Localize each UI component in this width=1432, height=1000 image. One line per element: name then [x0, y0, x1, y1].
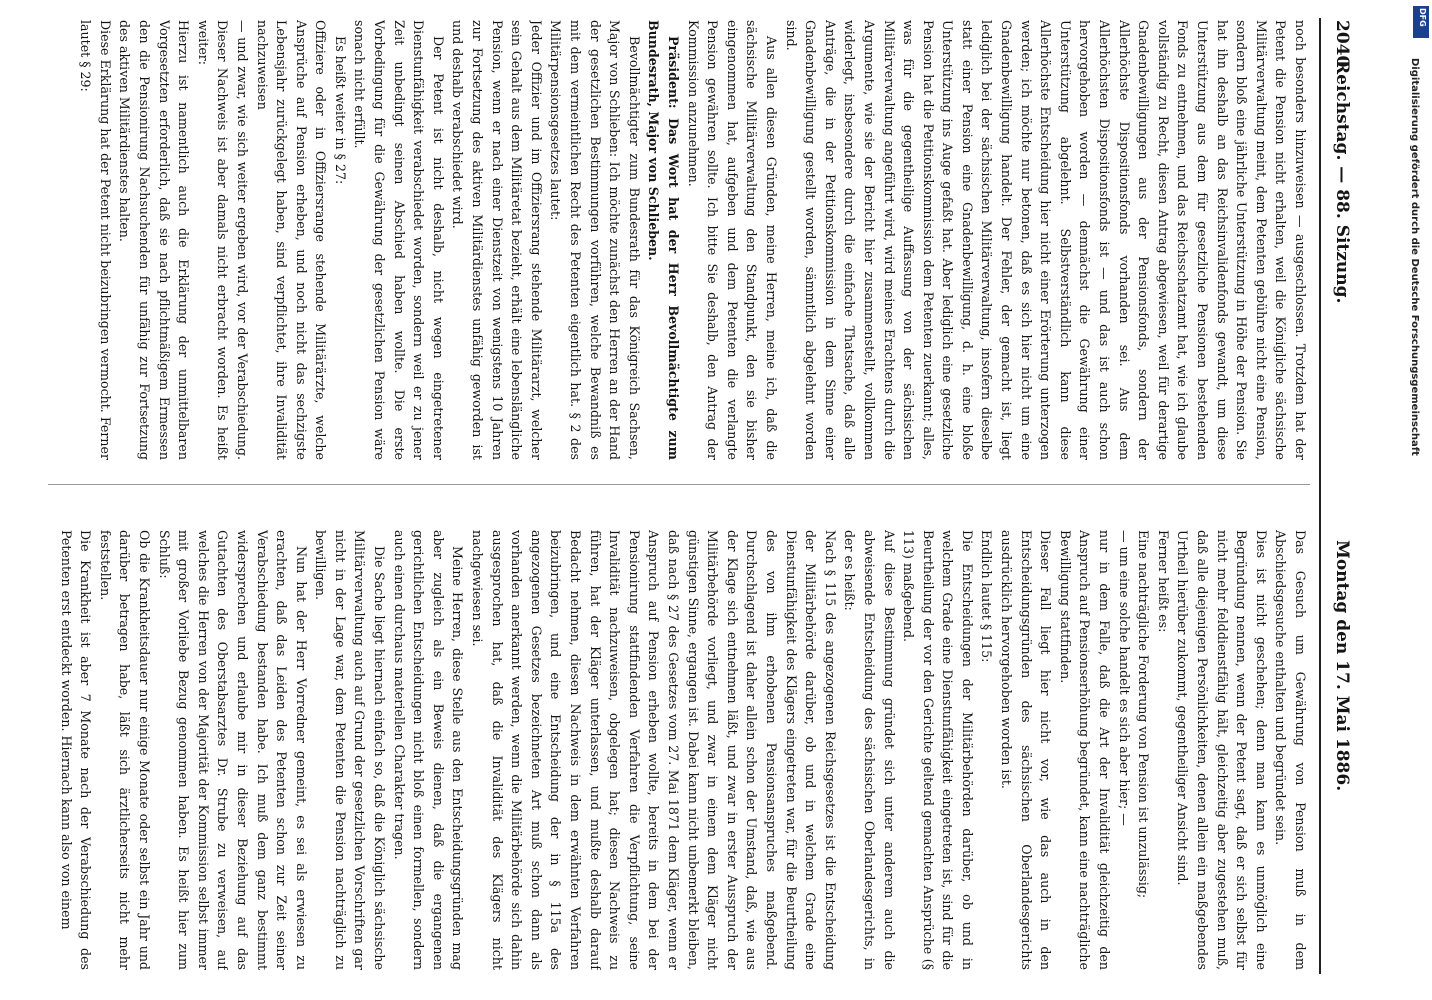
- left-text-column: [48, 20, 1310, 460]
- paragraph: Diese Erklärung hat der Petent nicht beizubringen vermocht. Ferner lautet § 29:: [78, 20, 113, 460]
- column-divider: [48, 484, 1310, 485]
- session-date: Montag den 17. Mai 1886.: [1332, 540, 1352, 792]
- law-quote: Das Gesuch um Gewährung von Pension muß in dem Abschiedsgesuche enthalten und begründet sein.: [1273, 530, 1308, 970]
- paragraph: Meine Herren, diese Stelle aus den Entscheidungsgründen mag aber zugleich als ein Beweis dienen, daß die ergangenen gerichtlichen Entscheidungen nicht bloß einen formellen, sondern auch einen durchaus materiellen Charakter tragen.: [391, 530, 466, 970]
- paragraph: Es heißt weiter in § 27:: [332, 36, 348, 185]
- paragraph: Bevollmächtigter zum Bundesrath für das Königreich Sachsen, Major von Schlieben: Ich möchte zunächst den Herren an der Hand der gesetzlichen Bestimmungen vorführen, welche Bewandniß es mit dem vermeintlichen Recht des Petenten eigentlich hat. § 2 des Militärpensionsgesetzes lautet:: [548, 20, 642, 460]
- paragraph: Endlich lautet § 115:: [979, 530, 995, 663]
- paragraph: Nun hat der Herr Vorredner gemeint, es sei als erwiesen zu erachten, daß das Leiden des Petenten schon zur Zeit seiner Verabschiedung bestanden habe. Ich muß dem ganz bestimmt widersprechen und erlaube mir in dieser Beziehung auf das Gutachten des Oberstabsarztes Dr. Strube zu verweisen, auf welches die Herren von der Majorität der Kommission selbst immer mit großer Vorliebe Bezug genommen haben. Es heißt hier zum Schluß:: [156, 530, 309, 970]
- paragraph: — um eine solche handelt es sich aber hier; —: [1116, 530, 1132, 826]
- paragraph-president: Präsident: Das Wort hat der Herr Bevollmächtigte zum Bundesrath, Major von Schlieben.: [646, 20, 681, 460]
- credit-text: Digitalisierung gefördert durch die Deutsche Forschungsgemeinschaft: [1409, 58, 1420, 456]
- rotated-page: [34, 0, 1368, 990]
- header-rule: [1319, 18, 1321, 974]
- law-quote: Offiziere oder in Offiziersrange stehende Militärärzte, welche Ansprüche auf Pension erheben, und noch nicht das sechzigste Lebensjahr zurückgelegt haben, sind verpflichtet, ihre Invalidität nachzuweisen: [254, 20, 329, 460]
- paragraph: Der Petent ist nicht deshalb, nicht wegen eingetretener Dienstunfähigkeit verabschiedet worden, sondern weil er zu jener Zeit unbedingt seinen Abschied haben wollte. Die erste Vorbedingung für die Gewährung der gesetzlichen Pension wäre sonach nicht erfüllt.: [352, 20, 446, 460]
- paragraph: — und zwar, wie sich weiter ergeben wird, vor der Verabschiedung. Dieser Nachweis ist aber damals nicht erbracht worden. Es heißt weiter:: [195, 20, 250, 460]
- paragraph: Die Krankheit ist aber 7 Monate nach der Verabschiedung des Petenten erst entdeckt worden. Hiernach kann also von einem: [58, 530, 94, 970]
- law-quote: Jeder Offizier und im Offiziersrang stehende Militärarzt, welcher sein Gehalt aus dem Militäretat bezieht, erhält eine lebenslängliche Pension, wenn er nach einer Dienstzeit von wenigstens 10 Jahren zur Fortsetzung des aktiven Militärdienstes unfähig geworden ist und deshalb verabschiedet wird.: [450, 20, 544, 460]
- paragraph: Dies ist nicht geschehen; denn man kann es unmöglich eine Begründung nennen, wenn der Petent sagt, daß er sich selbst für nicht mehr felddienstfähig hält, gleichzeitig aber zugestehen muß, daß alle diejenigen Persönlichkeiten, denen allein ein maßgebendes Urtheil hierüber zukommt, gegentheiliger Ansicht sind.: [1175, 530, 1269, 970]
- dfg-logo-text: DFG: [1418, 8, 1427, 27]
- right-text-column: [48, 530, 1310, 970]
- page-number: 2040: [1332, 20, 1352, 68]
- paragraph: Die Sache liegt hiernach einfach so, daß die Königlich sächsische Militärverwaltung auch auf Grund der gesetzlichen Vorschriften gar nicht in der Lage war, dem Petenten die Pension nachträglich zu bewilligen.: [313, 530, 388, 970]
- law-quote: nur in dem Falle, daß die Art der Invalidität gleichzeitig den Anspruch auf Pensionserhöhung begründet, kann eine nachträgliche Bewilligung stattfinden.: [1057, 530, 1113, 970]
- paragraph: Dieser Fall liegt hier nicht vor, wie das auch in den Entscheidungsgründen des sächsischen Oberlandesgerichts ausdrücklich hervorgehoben worden ist.: [999, 530, 1054, 970]
- dfg-logo: [1413, 6, 1429, 38]
- paragraph: Nach § 115 des angezogenen Reichsgesetzes ist die Entscheidung der Militärbehörde darüber, ob und in welchem Grade eine Dienstunfähigkeit des Klägers eingetreten war, für die Beurtheilung des von ihm erhobenen Pensionsanspruches maßgebend. Durchschlagend ist daher allein schon der Umstand, daß, wie aus der Klage sich entnehmen läßt, und zwar in erster Ausspruch der Militärbehörde vorliegt, und zwar in einem dem Kläger nicht günstigen Sinne, ergangen ist. Dabei kann nicht unbemerkt bleiben, daß nach § 27 des Gesetzes vom 27. Mai 1871 dem Kläger, wenn er Anspruch auf Pension erheben wollte, bereits in dem bei der Pensionirung stattfindenden Verfahren die Verpflichtung, seine Invalidität nachzuweisen, obgelegen hat; diesen Nachweis zu führen, hat der Kläger unterlassen, und mußte deshalb darauf Bedacht nehmen, diesen Nachweis in dem erwähnten Verfahren beizubringen, und eine Entscheidung der in § 115a des angezogenen Gesetzes bezeichneten Art muß schon dann als vorhanden anerkannt werden, wenn die Militärbehörde sich dahin ausgesprochen hat, daß die Invalidität des Klägers nicht nachgewiesen sei.: [470, 530, 838, 970]
- law-quote: Die Entscheidungen der Militärbehörden darüber, ob und in welchem Grade eine Dienstunfähigkeit eingetreten ist, sind für die Beurtheilung der vor den Gerichte geltend gemachten Ansprüche (§ 113) maßgebend.: [901, 530, 975, 970]
- law-quote: Hierzu ist namentlich auch die Erklärung der unmittelbaren Vorgesetzten erforderlich, daß sie nach pflichtmäßigem Ermessen den die Pensionirung Nachsuchenden für unfähig zur Fortsetzung des aktiven Militärdienstes halten.: [117, 20, 192, 460]
- paragraph: noch besonders hinzuweisen — ausgeschlossen. Trotzdem hat der Petent die Pension nicht erhalten, weil die Königliche sächsische Militärverwaltung meint, dem Petenten gebühre nicht eine Pension, sondern bloß eine jährliche Unterstützung in Höhe der Pension. Sie hat ihn deshalb an das Reichsinvalidenfonds gewandt, um diese Unterstützung aus dem für gesetzliche Pensionen bestehenden Fonds zu entnehmen, und das Reichsschatzamt hat, wie ich glaube vollständig zu Recht, diesen Antrag abgewiesen, weil für derartige Gnadenbewilligungen aus der Pensionsfonds, sondern der Allerhöchste Dispositionsfonds vorhanden sei. Aus dem Allerhöchsten Dispositionsfonds ist — und das ist auch schon hervorgehoben worden — demnächst die Gewährung einer Unterstützung abgelehnt. Selbstverständlich kann diese Allerhöchste Entscheidung hier nicht einer Erörterung unterzogen werden; ich möchte nur betonen, daß es sich hier nicht um eine Gnadenbewilligung handelt. Der Fehler, der gemacht ist, liegt lediglich bei der sächsischen Militärverwaltung, insofern dieselbe statt einer Pension eine Gnadenbewilligung, d. h. eine bloße Unterstützung ins Auge gefaßt hat. Aber lediglich eine gesetzliche Pension hat die Petitionskommission dem Petenten zuerkannt; alles, was für die gegentheilige Auffassung von der sächsischen Militärverwaltung angeführt wird, wird meines Erachtens durch die Argumente, wie sie der Bericht hier zusammenstellt, vollkommen widerlegt, insbesondere durch die einfache Thatsache, daß alle Anträge, die in der Petitionskommission in dem Sinne einer Gnadenbewilligung gestellt worden, sämmtlich abgelehnt worden sind.: [783, 20, 1308, 460]
- paragraph: Ferner heißt es:: [1155, 530, 1171, 633]
- session-title: Reichstag. — 88. Sitzung.: [1332, 60, 1352, 304]
- law-quote: Ob die Krankheitsdauer nur einige Monate oder selbst ein Jahr und darüber betragen habe, läßt sich ärztlicherseits nicht mehr feststellen.: [97, 530, 152, 970]
- paragraph: Aus allen diesen Gründen, meine Herren, meine ich, daß die sächsische Militärverwaltung den Standpunkt, den sie bisher eingenommen hat, aufgeben und dem Petenten die verlangte Pension gewähren sollte. Ich bitte Sie deshalb, den Antrag der Kommission anzunehmen.: [685, 20, 779, 460]
- paragraph: Auf diese Bestimmung gründet sich unter anderem auch die abweisende Entscheidung des sächsischen Oberlandesgerichts, in der es heißt:: [842, 530, 897, 970]
- law-quote: Eine nachträgliche Forderung von Pension ist unzulässig;: [1136, 530, 1152, 899]
